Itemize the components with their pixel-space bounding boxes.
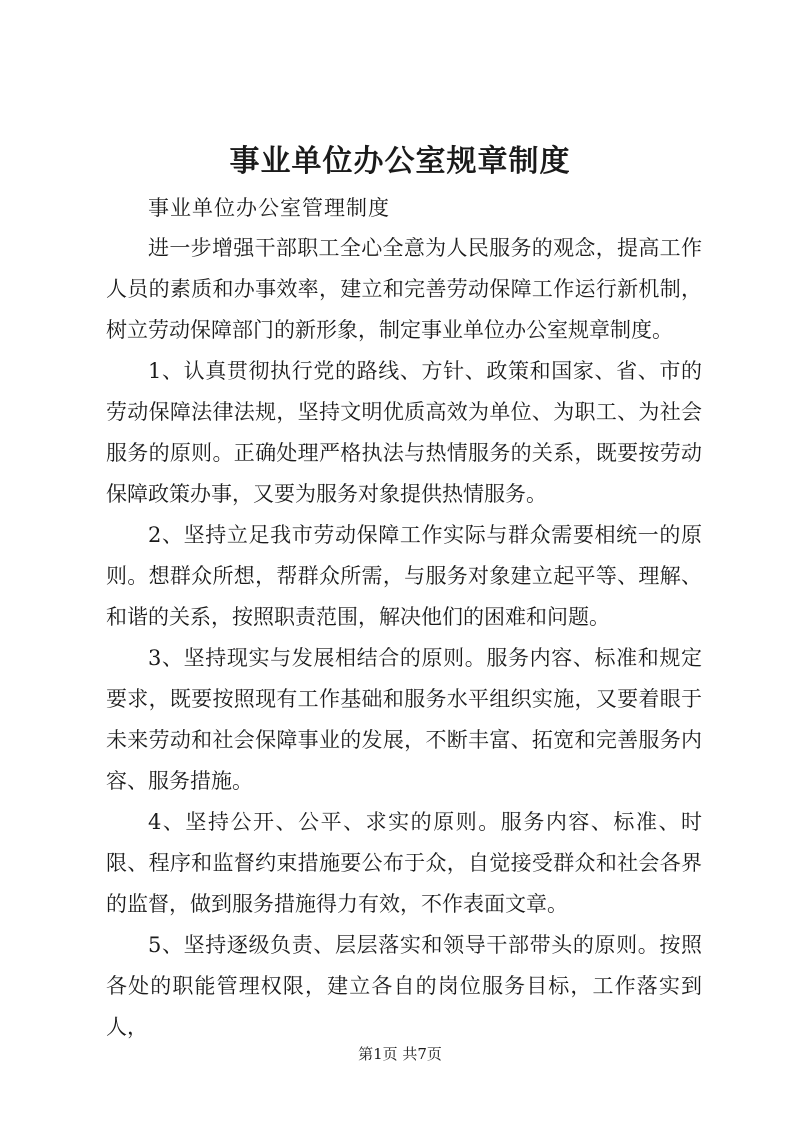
paragraph: 3、坚持现实与发展相结合的原则。服务内容、标准和规定要求，既要按照现有工作基础和服务水平组织实施，又要着眼于未来劳动和社会保障事业的发展，不断丰富、拓宽和完善服务内容、服务措施。 [106,646,702,793]
document-body [106,228,702,1048]
page-title: 事业单位办公室规章制度 [229,144,571,179]
page-number-footer: 第1页 共7页 [358,1045,442,1063]
paragraph: 5、坚持逐级负责、层层落实和领导干部带头的原则。按照各处的职能管理权限，建立各自的岗位服务目标，工作落实到人， [106,933,702,1039]
paragraph: 4、坚持公开、公平、求实的原则。服务内容、标准、时限、程序和监督约束措施要公布于众，自觉接受群众和社会各界的监督，做到服务措施得力有效，不作表面文章。 [106,810,702,916]
paragraph: 进一步增强干部职工全心全意为人民服务的观念，提高工作人员的素质和办事效率，建立和完善劳动保障工作运行新机制，树立劳动保障部门的新形象，制定事业单位办公室规章制度。 [106,236,702,342]
document-subtitle: 事业单位办公室管理制度 [148,196,390,220]
paragraph: 1、认真贯彻执行党的路线、方针、政策和国家、省、市的劳动保障法律法规，坚持文明优质高效为单位、为职工、为社会服务的原则。正确处理严格执法与热情服务的关系，既要按劳动保障政策办事，又要为服务对象提供热情服务。 [106,359,702,506]
paragraph: 2、坚持立足我市劳动保障工作实际与群众需要相统一的原则。想群众所想，帮群众所需，与服务对象建立起平等、理解、和谐的关系，按照职责范围，解决他们的困难和问题。 [106,523,702,629]
